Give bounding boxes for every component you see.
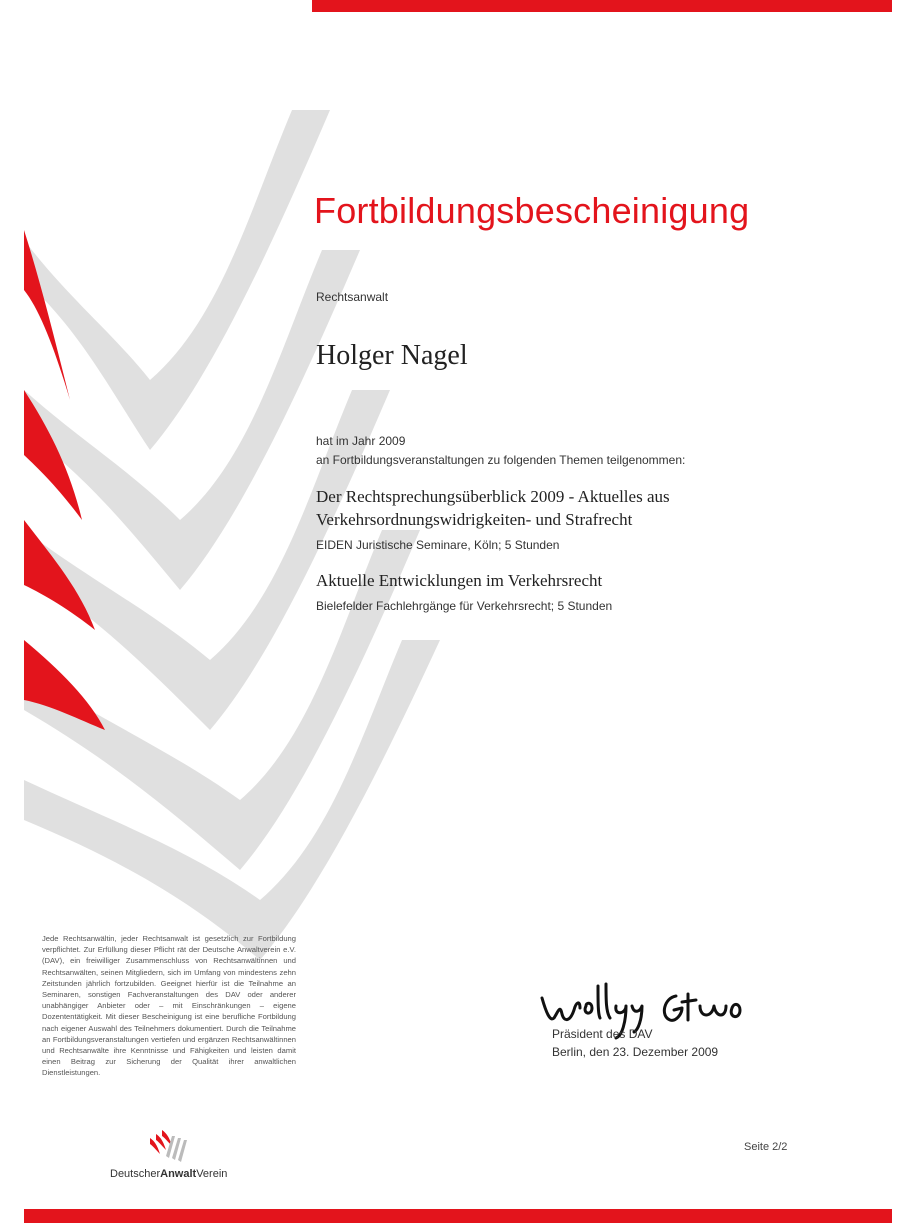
- course-1-meta: EIDEN Juristische Seminare, Köln; 5 Stunden: [316, 538, 560, 552]
- logo-text-part-1: Deutscher: [110, 1168, 161, 1180]
- signatory-role: Präsident des DAV: [552, 1027, 653, 1041]
- footnote-text: Jede Rechtsanwältin, jeder Rechtsanwalt ist gesetzlich zur Fortbildung verpflichtet. Zur Erfüllung dieser Pflicht rät der Deutsche Anwaltverein e.V. (DAV), ein freiwilliger Zusammenschluss von Rechtsanwältinnen und Rechtsanwälten, seinen Mitgliedern, sich im Umfang von mindestens zehn Zeitstunden jährlich fortzubilden. Geeignet hierfür ist die Teilnahme an Seminaren, sonstigen Fachveranstaltungen des DAV oder anderer unabhängiger Anbieter oder – mit Einschränkungen – eigene Dozententätigkeit. Mit dieser Bescheinigung ist eine berufliche Fortbildung nach eigener Auswahl des Teilnehmers dokumentiert. Durch die Teilnahme an Fortbildungsveranstaltungen vertiefen und ergänzen Rechtsanwältinnen und Rechtsanwälte ihre Kenntnisse und Fähigkeiten und leisten damit einen Beitrag zur Sicherung der Qualität ihrer anwaltlichen Dienstleistungen.: [42, 934, 296, 1078]
- salutation: Rechtsanwalt: [316, 290, 389, 304]
- course-2-meta: Bielefelder Fachlehrgänge für Verkehrsrecht; 5 Stunden: [316, 599, 613, 613]
- course-1-title-line-1: Der Rechtsprechungsüberblick 2009 - Aktuelles aus: [316, 487, 670, 506]
- place-and-date: Berlin, den 23. Dezember 2009: [552, 1045, 719, 1059]
- intro-text: [316, 432, 685, 470]
- logo-text-part-3: Verein: [196, 1168, 228, 1180]
- course-1-title: [316, 485, 876, 531]
- bottom-red-bar: [24, 1209, 892, 1223]
- course-2-title: Aktuelle Entwicklungen im Verkehrsrecht: [316, 571, 603, 590]
- course-1-title-line-2: Verkehrsordnungswidrigkeiten- und Strafrecht: [316, 510, 633, 529]
- dav-logo-icon: [148, 1128, 188, 1164]
- top-red-bar: [312, 0, 892, 12]
- logo-text-part-2: Anwalt: [160, 1168, 197, 1180]
- page-number: Seite 2/2: [744, 1141, 788, 1153]
- document-title: Fortbildungsbescheinigung: [314, 190, 750, 231]
- dav-logo-text: [110, 1168, 227, 1180]
- intro-line-1: hat im Jahr 2009: [316, 434, 406, 448]
- intro-line-2: an Fortbildungsveranstaltungen zu folgenden Themen teilgenommen:: [316, 453, 686, 467]
- recipient-name: Holger Nagel: [316, 340, 468, 371]
